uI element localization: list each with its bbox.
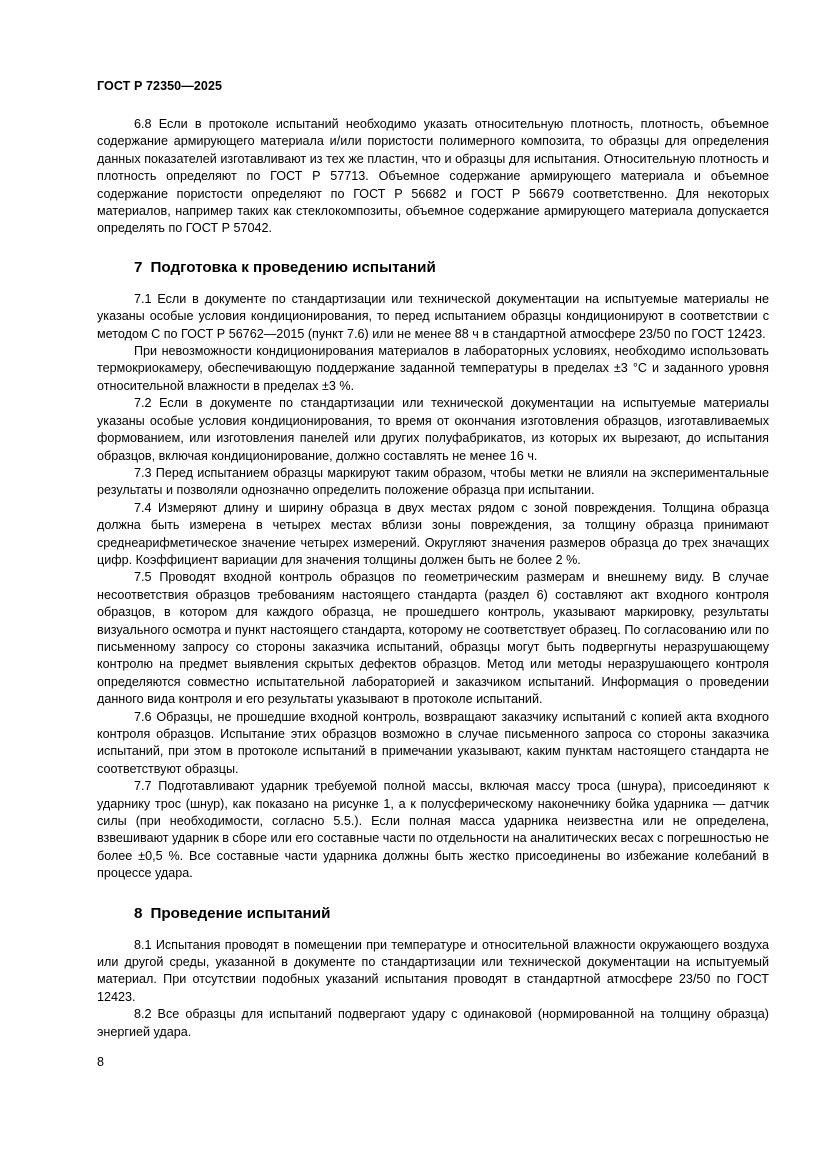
document-header-code: ГОСТ Р 72350—2025 bbox=[97, 79, 223, 93]
spacer bbox=[97, 883, 769, 904]
section-7-number: 7 bbox=[134, 258, 143, 276]
section-8-number: 8 bbox=[134, 904, 143, 922]
spacer bbox=[97, 238, 769, 258]
page-number: 8 bbox=[97, 1055, 104, 1069]
section-8-heading bbox=[97, 904, 769, 924]
paragraph-7-3: 7.3 Перед испытанием образцы маркируют таким образом, чтобы метки не влияли на экспериментальные результаты и позволяли однозначно определить положение образца при испытании. bbox=[97, 465, 769, 498]
spacer bbox=[97, 924, 769, 937]
paragraph-7-1-note: При невозможности кондиционирования материалов в лабораторных условиях, необходимо использовать термокриокамеру, обеспечивающую поддержание заданной температуры в пределах ±3 °С и заданного уровня относительной влажности в пределах ±3 %. bbox=[97, 344, 769, 393]
paragraph-7-6: 7.6 Образцы, не прошедшие входной контроль, возвращают заказчику испытаний с копией акта входного контроля образцов. Испытание этих образцов возможно в случае письменного запроса со стороны заказчика испытаний, при этом в протоколе испытаний в примечании указывают, каким пунктам настоящего стандарта не соответствуют образцы. bbox=[97, 709, 769, 776]
spacer bbox=[97, 278, 769, 291]
paragraph-6-8: 6.8 Если в протоколе испытаний необходимо указать относительную плотность, плотность, объемное содержание армирующего материала и/или пористости полимерного композита, то образцы для определения данных показателей изготавливают из тех же пластин, что и образцы для испытания. Относительную плотность и плотность определяют по ГОСТ Р 57713. Объемное содержание армирующего материала и объемное содержание пористости определяют по ГОСТ Р 56682 и ГОСТ Р 56679 соответственно. Для некоторых материалов, например таких как стеклокомпозиты, объемное содержание армирующего материала допускается определять по ГОСТ Р 57042. bbox=[97, 117, 769, 236]
section-7-heading bbox=[97, 258, 769, 278]
paragraph-7-1: 7.1 Если в документе по стандартизации или технической документации на испытуемые материалы не указаны особые условия кондиционирования, то перед испытанием образцы кондиционируют в соответствии с методом С по ГОСТ Р 56762—2015 (пункт 7.6) или не менее 88 ч в стандартной атмосфере 23/50 по ГОСТ 12423. bbox=[97, 291, 769, 341]
paragraph-8-1: 8.1 Испытания проводят в помещении при температуре и относительной влажности окружающего воздуха или другой среды, указанной в документе по стандартизации или технической документации на испытуемый материал. При отсутствии подобных указаний испытания проводят в стандартной атмосфере 23/50 по ГОСТ 12423. bbox=[97, 937, 769, 1004]
paragraph-7-4: 7.4 Измеряют длину и ширину образца в двух местах рядом с зоной повреждения. Толщина образца должна быть измерена в четырех местах вблизи зоны повреждения, за толщину образца принимают среднеарифметическое значение четырех измерений. Округляют значения размеров образца до трех значащих цифр. Коэффициент вариации для значения толщины должен быть не более 2 %. bbox=[97, 500, 769, 567]
paragraph-7-5: 7.5 Проводят входной контроль образцов по геометрическим размерам и внешнему виду. В случае несоответствия образцов требованиям настоящего стандарта (раздел 6) составляют акт входного контроля образцов, в котором для каждого образца, не прошедшего контроль, указывают маркировку, результаты визуального осмотра и пункт настоящего стандарта, которому не соответствует образец. По согласованию или по письменному запросу со стороны заказчика испытаний, образцы могут быть подвергнуты неразрушающему контролю на предмет выявления скрытых дефектов образцов. Метод или методы неразрушающего контроля определяются совместно испытательной лабораторией и заказчиком испытаний. Информация о проведении данного вида контроля и его результаты указывают в протоколе испытаний. bbox=[97, 570, 769, 707]
document-body bbox=[97, 116, 769, 1041]
paragraph-7-7: 7.7 Подготавливают ударник требуемой полной массы, включая массу троса (шнура), присоединяют к ударнику трос (шнур), как показано на рисунке 1, а к полусферическому наконечнику бойка ударника — датчик силы (при необходимости, согласно 5.5.). Если полная масса ударника неизвестна или не определена, взвешивают ударник в сборе или его составные части по отдельности на аналитических весах с погрешностью не более ±0,5 %. Все составные части ударника должны быть жестко присоединены во избежание колебаний в процессе удара. bbox=[97, 779, 769, 881]
section-8-title: Проведение испытаний bbox=[150, 904, 331, 922]
paragraph-8-2: 8.2 Все образцы для испытаний подвергают удару с одинаковой (нормированной на толщину образца) энергией удара. bbox=[97, 1007, 769, 1039]
paragraph-7-2: 7.2 Если в документе по стандартизации или технической документации на испытуемые материалы указаны особые условия кондиционирования, то время от окончания изготовления образцов, изготавливаемых формованием, или изготовления панелей или других полуфабрикатов, из которых их вырезают, до испытания образцов, включая кондиционирование, должно составлять не менее 16 ч. bbox=[97, 396, 769, 463]
section-7-title: Подготовка к проведению испытаний bbox=[150, 258, 436, 276]
